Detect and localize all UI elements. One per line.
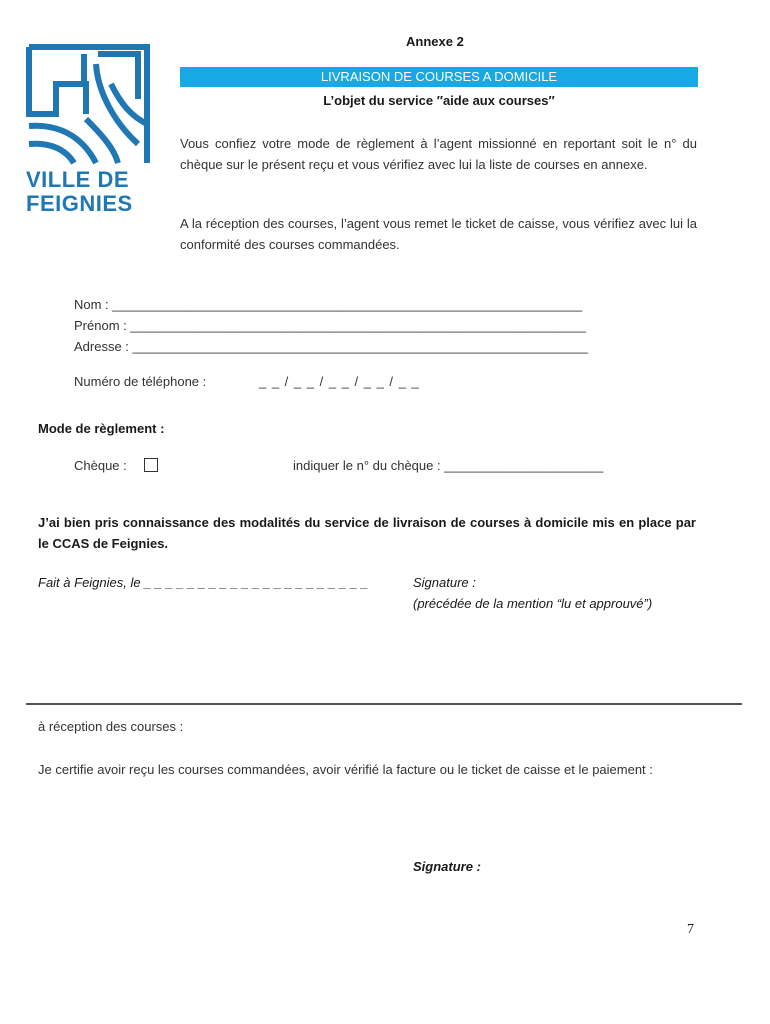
nom-field[interactable]: Nom : _________________________________________________________________ (74, 297, 583, 312)
reception-signature-label: Signature : (413, 859, 481, 874)
title-banner: LIVRAISON DE COURSES A DOMICILE (180, 67, 698, 87)
logo-wordmark (26, 168, 156, 216)
signature-label: Signature : (413, 575, 476, 590)
cheque-label: Chèque : (74, 458, 127, 473)
logo-line-2: FEIGNIES (26, 191, 133, 216)
signature-mention: (précédée de la mention “lu et approuvé”) (413, 596, 653, 611)
page-number: 7 (687, 922, 694, 937)
section-divider (26, 703, 742, 705)
cheque-checkbox[interactable] (144, 458, 158, 472)
acknowledgement-text: J’ai bien pris connaissance des modalités du service de livraison de courses à domicile mis en place par le CCAS de Feignies. (38, 515, 696, 551)
telephone-label: Numéro de téléphone : (74, 374, 207, 389)
intro-paragraph-1: Vous confiez votre mode de règlement à l’agent missionné en reportant soit le n° du chèque sur le présent reçu et vous vérifiez avec lui la liste de courses en annexe. (180, 136, 697, 172)
reception-label: à réception des courses : (38, 719, 184, 734)
annexe-label: Annexe 2 (406, 34, 464, 49)
logo-emblem-icon (26, 44, 150, 166)
service-subtitle: L’objet du service ″aide aux courses″ (323, 93, 555, 108)
prenom-field[interactable]: Prénom : _______________________________________________________________ (74, 318, 586, 333)
payment-mode-title: Mode de règlement : (38, 421, 165, 436)
adresse-field[interactable]: Adresse : _______________________________________________________________ (74, 339, 589, 354)
intro-paragraph-2: A la réception des courses, l’agent vous remet le ticket de caisse, vous vérifiez avec lui la conformité des courses commandées. (180, 216, 697, 252)
ville-de-feignies-logo (26, 44, 150, 222)
logo-line-1: VILLE DE (26, 167, 130, 192)
certification-text: Je certifie avoir reçu les courses commandées, avoir vérifié la facture ou le ticket de caisse et le paiement : (38, 762, 653, 777)
telephone-field[interactable]: _ _ / _ _ / _ _ / _ _ / _ _ (259, 374, 420, 389)
place-date-field[interactable]: Fait à Feignies, le _ _ _ _ _ _ _ _ _ _ _ _ _ _ _ _ _ _ _ _ _ (38, 575, 369, 590)
cheque-number-field[interactable]: indiquer le n° du chèque : ______________________ (293, 458, 604, 473)
